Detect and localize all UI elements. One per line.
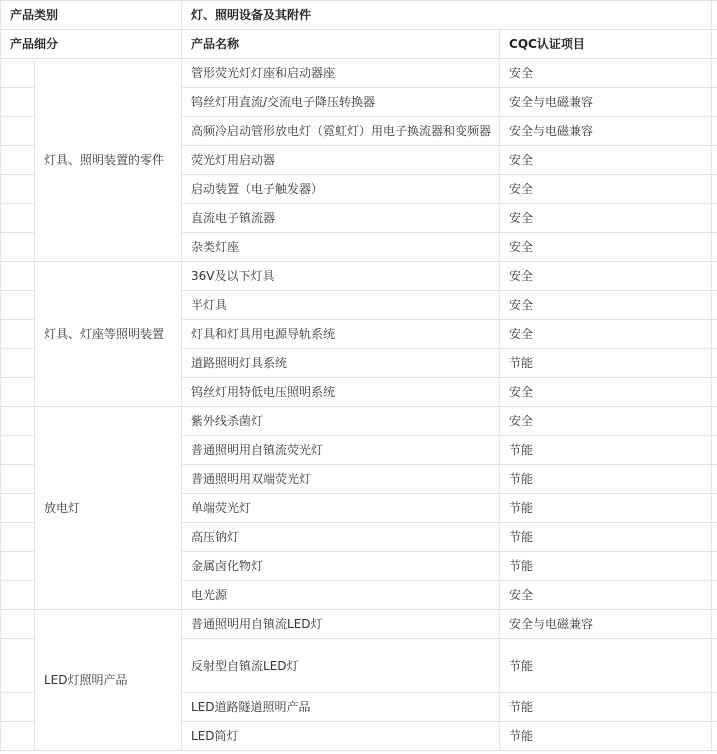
cert-item: 安全与电磁兼容 [500, 88, 712, 117]
product-name: 反射型自镇流LED灯 [182, 639, 500, 693]
group-name: 灯具、照明装置的零件 [35, 59, 182, 262]
row-lead-cell [1, 59, 35, 88]
edge-cell [712, 262, 717, 291]
product-name: 紫外线杀菌灯 [182, 407, 500, 436]
edge-cell [712, 722, 717, 751]
edge-cell [712, 436, 717, 465]
product-name: 荧光灯用启动器 [182, 146, 500, 175]
edge-cell [712, 523, 717, 552]
row-lead-cell [1, 552, 35, 581]
product-name: 36V及以下灯具 [182, 262, 500, 291]
table-row [1, 610, 717, 639]
sub-label: 产品细分 [1, 30, 182, 59]
edge-cell [712, 88, 717, 117]
product-name: 普通照明用自镇流LED灯 [182, 610, 500, 639]
product-name: 道路照明灯具系统 [182, 349, 500, 378]
row-lead-cell [1, 117, 35, 146]
edge-cell [712, 146, 717, 175]
edge-cell [712, 175, 717, 204]
cert-item: 安全 [500, 291, 712, 320]
cert-item: 安全 [500, 581, 712, 610]
group-name: 放电灯 [35, 407, 182, 610]
cert-item: 节能 [500, 639, 712, 693]
cert-item: 节能 [500, 436, 712, 465]
header-row-category [1, 1, 717, 30]
edge-cell [712, 693, 717, 722]
edge-cell [712, 59, 717, 88]
product-name: 普通照明用双端荧光灯 [182, 465, 500, 494]
row-lead-cell [1, 494, 35, 523]
row-lead-cell [1, 693, 35, 722]
row-lead-cell [1, 146, 35, 175]
edge-cell [712, 407, 717, 436]
cert-label: CQC认证项目 [500, 30, 712, 59]
product-name: LED筒灯 [182, 722, 500, 751]
edge-cell [712, 552, 717, 581]
product-name: 电光源 [182, 581, 500, 610]
cert-item: 安全 [500, 146, 712, 175]
edge-cell [712, 378, 717, 407]
cert-item: 节能 [500, 523, 712, 552]
category-value: 灯、照明设备及其附件 [182, 1, 712, 30]
table-row [1, 59, 717, 88]
edge-cell [712, 30, 717, 59]
row-lead-cell [1, 407, 35, 436]
cert-item: 安全 [500, 204, 712, 233]
cert-item: 安全与电磁兼容 [500, 610, 712, 639]
product-name: 单端荧光灯 [182, 494, 500, 523]
cert-item: 节能 [500, 465, 712, 494]
row-lead-cell [1, 175, 35, 204]
product-name: LED道路隧道照明产品 [182, 693, 500, 722]
row-lead-cell [1, 639, 35, 693]
product-name: 高频冷启动管形放电灯（霓虹灯）用电子换流器和变频器 [182, 117, 500, 146]
product-name: 高压钠灯 [182, 523, 500, 552]
edge-cell [712, 117, 717, 146]
edge-cell [712, 349, 717, 378]
cert-item: 安全 [500, 233, 712, 262]
cert-item: 节能 [500, 494, 712, 523]
product-name: 钨丝灯用特低电压照明系统 [182, 378, 500, 407]
group-name: 灯具、灯座等照明装置 [35, 262, 182, 407]
row-lead-cell [1, 204, 35, 233]
cert-item: 安全 [500, 320, 712, 349]
edge-cell [712, 204, 717, 233]
row-lead-cell [1, 262, 35, 291]
cert-item: 安全 [500, 407, 712, 436]
cert-item: 节能 [500, 552, 712, 581]
row-lead-cell [1, 610, 35, 639]
product-name: 金属卤化物灯 [182, 552, 500, 581]
cert-item: 节能 [500, 693, 712, 722]
row-lead-cell [1, 88, 35, 117]
product-name: 灯具和灯具用电源导轨系统 [182, 320, 500, 349]
row-lead-cell [1, 523, 35, 552]
table-row [1, 262, 717, 291]
edge-cell [712, 581, 717, 610]
row-lead-cell [1, 465, 35, 494]
group-name: LED灯照明产品 [35, 610, 182, 751]
row-lead-cell [1, 436, 35, 465]
cert-item: 节能 [500, 349, 712, 378]
product-name: 管形荧光灯灯座和启动器座 [182, 59, 500, 88]
product-name: 直流电子镇流器 [182, 204, 500, 233]
cert-item: 节能 [500, 722, 712, 751]
row-lead-cell [1, 349, 35, 378]
cert-item: 安全 [500, 59, 712, 88]
product-name: 杂类灯座 [182, 233, 500, 262]
product-name: 半灯具 [182, 291, 500, 320]
edge-cell [712, 320, 717, 349]
product-name: 启动装置（电子触发器） [182, 175, 500, 204]
row-lead-cell [1, 378, 35, 407]
edge-cell [712, 233, 717, 262]
product-name: 普通照明用自镇流荧光灯 [182, 436, 500, 465]
edge-cell [712, 610, 717, 639]
row-lead-cell [1, 291, 35, 320]
edge-cell [712, 291, 717, 320]
edge-cell [712, 639, 717, 693]
cert-item: 安全 [500, 262, 712, 291]
table-row [1, 407, 717, 436]
cert-item: 安全 [500, 175, 712, 204]
row-lead-cell [1, 233, 35, 262]
cert-item: 安全 [500, 378, 712, 407]
edge-cell [712, 1, 717, 30]
row-lead-cell [1, 722, 35, 751]
row-lead-cell [1, 581, 35, 610]
row-lead-cell [1, 320, 35, 349]
edge-cell [712, 465, 717, 494]
product-name: 钨丝灯用直流/交流电子降压转换器 [182, 88, 500, 117]
name-label: 产品名称 [182, 30, 500, 59]
edge-cell [712, 494, 717, 523]
header-row-columns [1, 30, 717, 59]
cert-item: 安全与电磁兼容 [500, 117, 712, 146]
category-label: 产品类别 [1, 1, 182, 30]
